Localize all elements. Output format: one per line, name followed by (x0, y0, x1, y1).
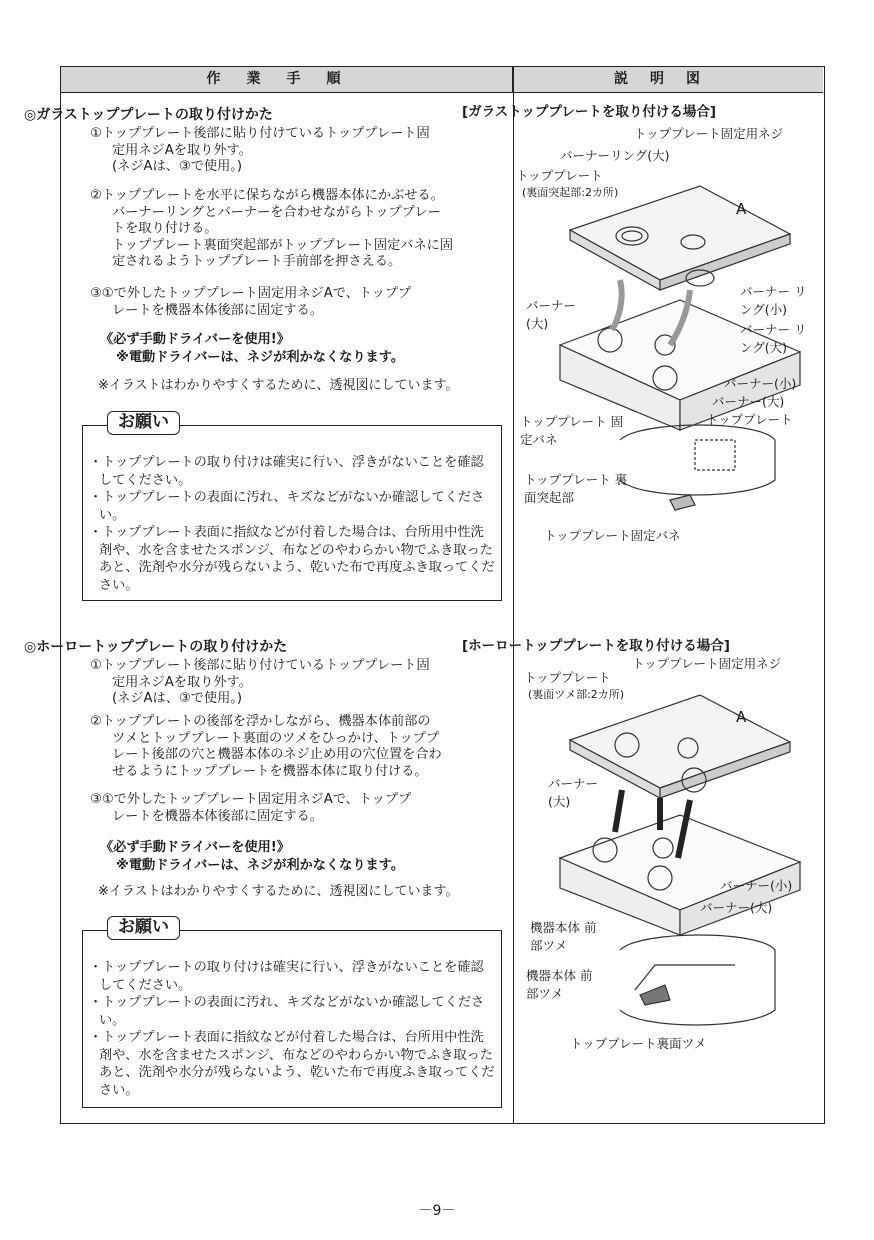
warning-manual-driver: 《必ず手動ドライバーを使用!》 (100, 840, 290, 855)
label-projection: トッププレート 裏面突起部 (524, 472, 628, 505)
request-item: ・トッププレートの表面に汚れ、キズなどがないか確認してください。 (89, 995, 485, 1028)
step-2: ②トッププレートを水平に保ちながら機器本体にかぶせる。 バーナーリングとバーナーを合わせながらトッププレー トを取り付ける。 トッププレート裏面突起部がトッププレート固定バネに固 定されるようトッププレート手前部を押さえる。 (90, 188, 454, 269)
label-claw1: 機器本体 前部ツメ (530, 920, 597, 953)
note-illustration: ※イラストはわかりやすくするために、透視図にしています。 (98, 884, 459, 899)
label-burner-large: バーナー (大) (526, 298, 577, 331)
step-3: ③①で外したトッププレート固定用ネジAで、トッププ レートを機器本体後部に固定する。 (90, 792, 412, 824)
label-screw: トッププレート固定用ネジ (632, 656, 782, 671)
label-ring-large-r: バーナー リング(大) (740, 322, 807, 355)
header-procedure: 作業手順 (61, 67, 513, 93)
label-plate: トッププレート (524, 670, 611, 685)
request-item: ・トッププレートの取り付けは確実に行い、浮きがないことを確認してください。 (89, 455, 484, 488)
diagram-caption-enamel: [ホーロートッププレートを取り付ける場合] (462, 638, 730, 654)
request-item: ・トッププレート表面に指紋などが付着した場合は、台所用中性洗剤や、水を含ませたスポンジ、布などのやわらかい物でふき取ったあと、洗剤や水分が残らないよう、乾いた布で再度ふき取ってください。 (89, 525, 495, 593)
section-title-glass: ◎ガラストッププレートの取り付けかた (24, 107, 273, 123)
header-diagram: 説明図 (513, 67, 823, 93)
label-plate-sub: (裏面ツメ部:2カ所) (528, 688, 625, 701)
step-2: ②トッププレートの後部を浮かしながら、機器本体前部の ツメとトッププレート裏面のツメをひっかけ、トッププ レート後部の穴と機器本体のネジ止め用の穴位置を合わ せるようにトッププレートを機器本体に取り付ける。 (90, 714, 442, 779)
label-claw2: 機器本体 前部ツメ (526, 968, 593, 1001)
label-burner-small: バーナー(小) (724, 376, 797, 391)
label-burner-large-r: バーナー(大) (712, 394, 785, 409)
request-item: ・トッププレートの表面に汚れ、キズなどがないか確認してください。 (89, 490, 485, 523)
section-title-enamel: ◎ホーロートッププレートの取り付けかた (24, 639, 288, 655)
label-a: A (736, 708, 747, 726)
request-item: ・トッププレート表面に指紋などが付着した場合は、台所用中性洗剤や、水を含ませたスポンジ、布などのやわらかい物でふき取ったあと、洗剤や水分が残らないよう、乾いた布で再度ふき取ってください。 (89, 1030, 495, 1098)
label-ring-small: バーナー リング(小) (740, 284, 807, 317)
label-screw: トッププレート固定用ネジ (634, 126, 784, 141)
label-back-claw: トッププレート裏面ツメ (570, 1036, 707, 1051)
warning-electric-driver: ※電動ドライバーは、ネジが利かなくなります。 (116, 350, 405, 365)
step-1: ①トッププレート後部に貼り付けているトッププレート固 定用ネジAを取り外す。 (ネジAは、③で使用。) (90, 126, 430, 174)
warning-electric-driver: ※電動ドライバーは、ネジが利かなくなります。 (116, 858, 405, 873)
page-number: －9－ (418, 1203, 456, 1219)
label-burner-large-r: バーナー(大) (700, 900, 773, 915)
request-item: ・トッププレートの取り付けは確実に行い、浮きがないことを確認してください。 (89, 960, 484, 993)
diagram-caption-glass: [ガラストッププレートを取り付ける場合] (462, 104, 716, 120)
label-burner-large: バーナー (大) (548, 776, 599, 809)
warning-manual-driver: 《必ず手動ドライバーを使用!》 (100, 332, 290, 347)
label-plate2: トッププレート (706, 412, 793, 427)
label-spring2: トッププレート固定バネ (544, 528, 681, 543)
step-3: ③①で外したトッププレート固定用ネジAで、トッププ レートを機器本体後部に固定する。 (90, 286, 412, 318)
label-spring: トッププレート 固定バネ (520, 414, 624, 447)
label-ring-large: バーナーリング(大) (560, 148, 670, 163)
label-plate-sub: (裏面突起部:2カ所) (522, 186, 619, 199)
step-1: ①トッププレート後部に貼り付けているトッププレート固 定用ネジAを取り外す。 (ネジAは、③で使用。) (90, 658, 430, 706)
request-title: お願い (107, 411, 180, 435)
label-plate: トッププレート (516, 168, 603, 183)
note-illustration: ※イラストはわかりやすくするために、透視図にしています。 (98, 378, 459, 393)
request-title: お願い (107, 916, 180, 940)
label-a: A (736, 200, 747, 218)
label-burner-small: バーナー(小) (720, 878, 793, 893)
enamel-plate-diagram (560, 695, 800, 1025)
